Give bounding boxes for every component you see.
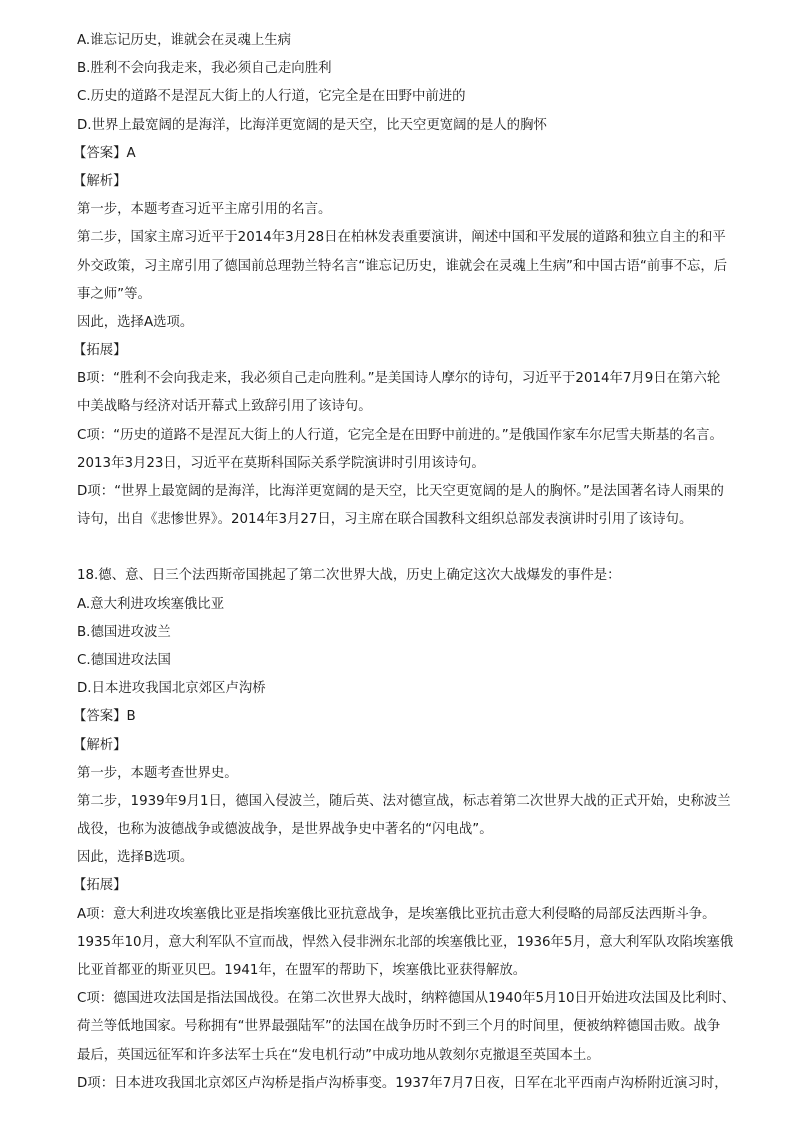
q17-extension-line: 中美战略与经济对话开幕式上致辞引用了该诗句。 (77, 399, 372, 415)
q18-extension-line: 荷兰等低地国家。号称拥有“世界最强陆军”的法国在战争历时不到三个月的时间里，便被纳粹德国击败。战争 (77, 1019, 721, 1035)
q17-extension-line: 诗句，出自《悲惨世界》。2014年3月27日，习主席在联合国教科文组织总部发表演讲时引用了该诗句。 (77, 512, 693, 528)
q17-options (77, 27, 757, 140)
q18-analysis-line: 战役，也称为波德战争或德波战争，是世界战争史中著名的“闪电战”。 (77, 822, 493, 838)
q17-analysis-line: 第二步，国家主席习近平于2014年3月28日在柏林发表重要演讲，阐述中国和平发展的道路和独立自主的和平 (77, 230, 726, 246)
q17-extension-line: C项：“历史的道路不是涅瓦大街上的人行道，它完全是在田野中前进的。”是俄国作家车尔尼雪夫斯基的名言。 (77, 427, 723, 443)
q17-option-b: B.胜利不会向我走来，我必须自己走向胜利 (77, 61, 332, 77)
q18-extension-heading: 【拓展】 (73, 878, 127, 894)
q18-extension-line: 1935年10月，意大利军队不宣而战，悍然入侵非洲东北部的埃塞俄比亚，1936年5月，意大利军队攻陷埃塞俄 (77, 934, 734, 950)
q18-options (77, 591, 757, 704)
q18-extension-line: 比亚首都亚的斯亚贝巴。1941年，在盟军的帮助下，埃塞俄比亚获得解放。 (77, 963, 527, 978)
q18-analysis-heading: 【解析】 (73, 737, 127, 753)
q18-extension-line: A项：意大利进攻埃塞俄比亚是指埃塞俄比亚抗意战争，是埃塞俄比亚抗击意大利侵略的局部反法西斯斗争。 (77, 906, 716, 922)
q18-analysis-line: 第一步，本题考查世界史。 (77, 765, 238, 781)
q18-analysis-line: 因此，选择B选项。 (77, 850, 194, 866)
q18-question: 18.德、意、日三个法西斯帝国挑起了第二次世界大战，历史上确定这次大战爆发的事件是： (77, 568, 621, 584)
q17-option-a: A.谁忘记历史，谁就会在灵魂上生病 (77, 33, 292, 48)
q17-analysis-line: 事之师”等。 (77, 286, 151, 302)
q17-analysis (77, 196, 757, 337)
q18-option-d: D.日本进攻我国北京郊区卢沟桥 (77, 681, 266, 697)
q17-extension-line: B项：“胜利不会向我走来，我必须自己走向胜利。”是美国诗人摩尔的诗句，习近平于2014年7月9日在第六轮 (77, 371, 721, 387)
q18-extension-line: C项：德国进攻法国是指法国战役。在第二次世界大战时，纳粹德国从1940年5月10日开始进攻法国及比利时、 (77, 991, 736, 1007)
q17-extension (77, 365, 757, 534)
q17-extension-heading: 【拓展】 (73, 343, 127, 359)
q17-analysis-line: 因此，选择A选项。 (77, 314, 194, 330)
q17-option-d: D.世界上最宽阔的是海洋，比海洋更宽阔的是天空，比天空更宽阔的是人的胸怀 (77, 117, 547, 133)
q18-answer: 【答案】B (73, 709, 136, 725)
q18-analysis-line: 第二步，1939年9月1日，德国入侵波兰，随后英、法对德宣战，标志着第二次世界大战的正式开始，史称波兰 (77, 793, 731, 809)
q18-extension (77, 901, 757, 1098)
q17-analysis-line: 外交政策，习主席引用了德国前总理勃兰特名言“谁忘记历史，谁就会在灵魂上生病”和中国古语“前事不忘，后 (77, 258, 728, 274)
q17-analysis-line: 第一步，本题考查习近平主席引用的名言。 (77, 202, 332, 218)
q18-analysis (77, 760, 757, 873)
q18-extension-line: D项：日本进攻我国北京郊区卢沟桥是指卢沟桥事变。1937年7月7日夜，日军在北平西南卢沟桥附近演习时， (77, 1075, 728, 1091)
q17-answer: 【答案】A (73, 145, 136, 161)
q18-option-a: A.意大利进攻埃塞俄比亚 (77, 596, 225, 612)
q17-extension-line: 2013年3月23日，习近平在莫斯科国际关系学院演讲时引用该诗句。 (77, 455, 485, 471)
q18-option-b: B.德国进攻波兰 (77, 624, 171, 640)
section-gap (77, 534, 757, 562)
q18-extension-line: 最后，英国远征军和许多法军士兵在“发电机行动”中成功地从敦刻尔克撤退至英国本土。 (77, 1047, 600, 1063)
q17-analysis-heading: 【解析】 (73, 173, 127, 189)
document-page (73, 27, 757, 1098)
q18-option-c: C.德国进攻法国 (77, 652, 171, 668)
q17-option-c: C.历史的道路不是涅瓦大街上的人行道，它完全是在田野中前进的 (77, 89, 466, 105)
q17-extension-line: D项：“世界上最宽阔的是海洋，比海洋更宽阔的是天空，比天空更宽阔的是人的胸怀。”是法国著名诗人雨果的 (77, 484, 724, 499)
